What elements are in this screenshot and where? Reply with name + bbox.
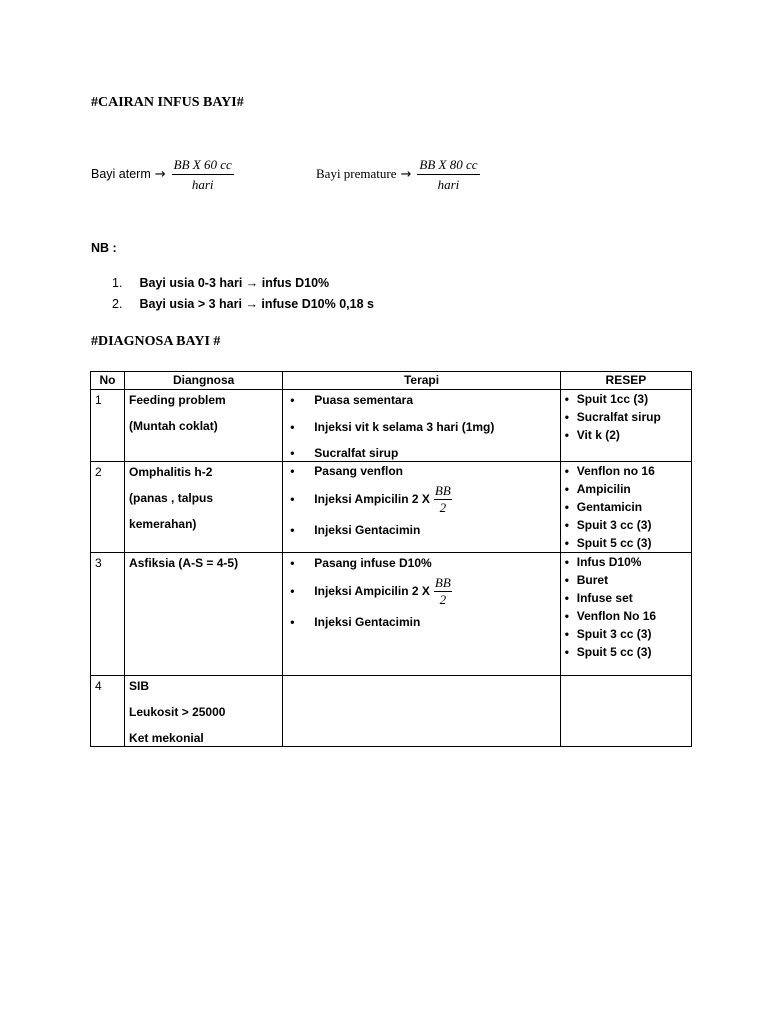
formula-premature-label: Bayi premature <box>316 166 397 181</box>
formula-premature-fraction <box>417 157 479 192</box>
fraction-denominator: 2 <box>439 591 447 607</box>
arrow-icon: → <box>154 166 166 182</box>
table-header-row <box>91 372 692 390</box>
formula-aterm-denominator: hari <box>191 176 214 192</box>
prescription-item: • Venflon no 16 <box>565 462 687 480</box>
prescription-item: • Venflon No 16 <box>565 607 687 625</box>
diagnosis-cell <box>125 553 283 676</box>
row-number: 4 <box>91 676 125 747</box>
prescription-item: • Spuit 1cc (3) <box>565 390 687 408</box>
therapy-item <box>287 481 555 517</box>
prescription-item: • Buret <box>565 571 687 589</box>
diagnosis-line: Leukosit > 25000 <box>129 705 226 719</box>
table-row <box>91 390 692 462</box>
prescription-item: • Infus D10% <box>565 553 687 571</box>
therapy-cell <box>283 390 560 462</box>
nb-item-number: 1. <box>112 276 123 290</box>
prescription-list <box>565 553 687 661</box>
therapy-item-text: • Injeksi Ampicilin 2 X <box>314 492 430 506</box>
diagnosis-table <box>90 371 692 747</box>
therapy-cell <box>283 676 560 747</box>
prescription-cell <box>560 390 691 462</box>
therapy-list <box>287 463 555 538</box>
nb-item-number: 2. <box>112 297 123 311</box>
formula-aterm-fraction <box>172 157 234 192</box>
column-header-terapi: Terapi <box>283 372 560 390</box>
prescription-item: • Sucralfat sirup <box>565 408 687 426</box>
prescription-list <box>565 390 687 444</box>
diagnosis-line: SIB <box>129 679 150 693</box>
therapy-cell <box>283 553 560 676</box>
row-number: 3 <box>91 553 125 676</box>
row-number: 2 <box>91 462 125 553</box>
prescription-item: • Spuit 3 cc (3) <box>565 516 687 534</box>
therapy-list <box>287 392 555 461</box>
bb-fraction <box>434 484 452 515</box>
diagnosis-cell <box>125 390 283 462</box>
therapy-item: • Pasang venflon <box>287 463 555 479</box>
fraction-numerator: BB <box>434 574 451 590</box>
therapy-item: • Injeksi Gentacimin <box>287 614 555 630</box>
prescription-list <box>565 462 687 552</box>
formula-premature-denominator: hari <box>437 176 460 192</box>
nb-item-text: Bayi usia 0-3 hari → infus D10% <box>139 276 330 290</box>
prescription-cell <box>560 553 691 676</box>
table-row <box>91 462 692 553</box>
therapy-list <box>287 555 555 630</box>
diagnosis-cell <box>125 462 283 553</box>
fraction-denominator: 2 <box>439 499 447 515</box>
arrow-icon: → <box>400 166 412 182</box>
section-title-diagnosa-bayi: #DIAGNOSA BAYI # <box>91 334 221 349</box>
diagnosis-line: Omphalitis h-2 <box>129 465 213 479</box>
prescription-item: • Spuit 5 cc (3) <box>565 534 687 552</box>
formula-aterm-label: Bayi aterm <box>91 167 151 181</box>
table-row <box>91 553 692 676</box>
nb-list-item <box>112 296 374 317</box>
row-number: 1 <box>91 390 125 462</box>
therapy-item: • Injeksi Gentacimin <box>287 522 555 538</box>
formula-aterm-numerator: BB X 60 cc <box>172 157 234 175</box>
formula-aterm <box>91 152 234 196</box>
column-header-no: No <box>91 372 125 390</box>
diagnosis-line: kemerahan) <box>129 517 197 531</box>
prescription-item: • Spuit 3 cc (3) <box>565 625 687 643</box>
diagnosis-line: Feeding problem <box>129 393 226 407</box>
formula-premature-numerator: BB X 80 cc <box>417 157 479 175</box>
therapy-item-text: • Injeksi Ampicilin 2 X <box>314 584 430 598</box>
diagnosis-line: Ket mekonial <box>129 731 204 745</box>
prescription-item: • Infuse set <box>565 589 687 607</box>
therapy-item: • Sucralfat sirup <box>287 445 555 461</box>
column-header-diagnosa: Diangnosa <box>125 372 283 390</box>
nb-list-item <box>112 275 374 296</box>
diagnosis-line: (panas , talpus <box>129 491 214 505</box>
formula-premature <box>316 152 480 196</box>
therapy-item: • Injeksi vit k selama 3 hari (1mg) <box>287 419 555 435</box>
nb-list <box>112 275 374 317</box>
therapy-item: • Puasa sementara <box>287 392 555 408</box>
table-row <box>91 676 692 747</box>
nb-label: NB : <box>91 241 117 255</box>
nb-item-text: Bayi usia > 3 hari → infuse D10% 0,18 s <box>139 297 374 311</box>
therapy-item: • Pasang infuse D10% <box>287 555 555 571</box>
prescription-item: • Vit k (2) <box>565 426 687 444</box>
therapy-item <box>287 573 555 609</box>
diagnosis-line: Asfiksia (A-S = 4-5) <box>129 556 239 570</box>
prescription-item: • Spuit 5 cc (3) <box>565 643 687 661</box>
prescription-item: • Gentamicin <box>565 498 687 516</box>
prescription-cell <box>560 676 691 747</box>
therapy-cell <box>283 462 560 553</box>
section-title-cairan-infus: #CAIRAN INFUS BAYI# <box>91 95 244 110</box>
column-header-resep: RESEP <box>560 372 691 390</box>
prescription-item: • Ampicilin <box>565 480 687 498</box>
diagnosis-cell <box>125 676 283 747</box>
prescription-cell <box>560 462 691 553</box>
diagnosis-line: (Muntah coklat) <box>129 419 218 433</box>
fraction-numerator: BB <box>434 482 451 498</box>
bb-fraction <box>434 576 452 607</box>
